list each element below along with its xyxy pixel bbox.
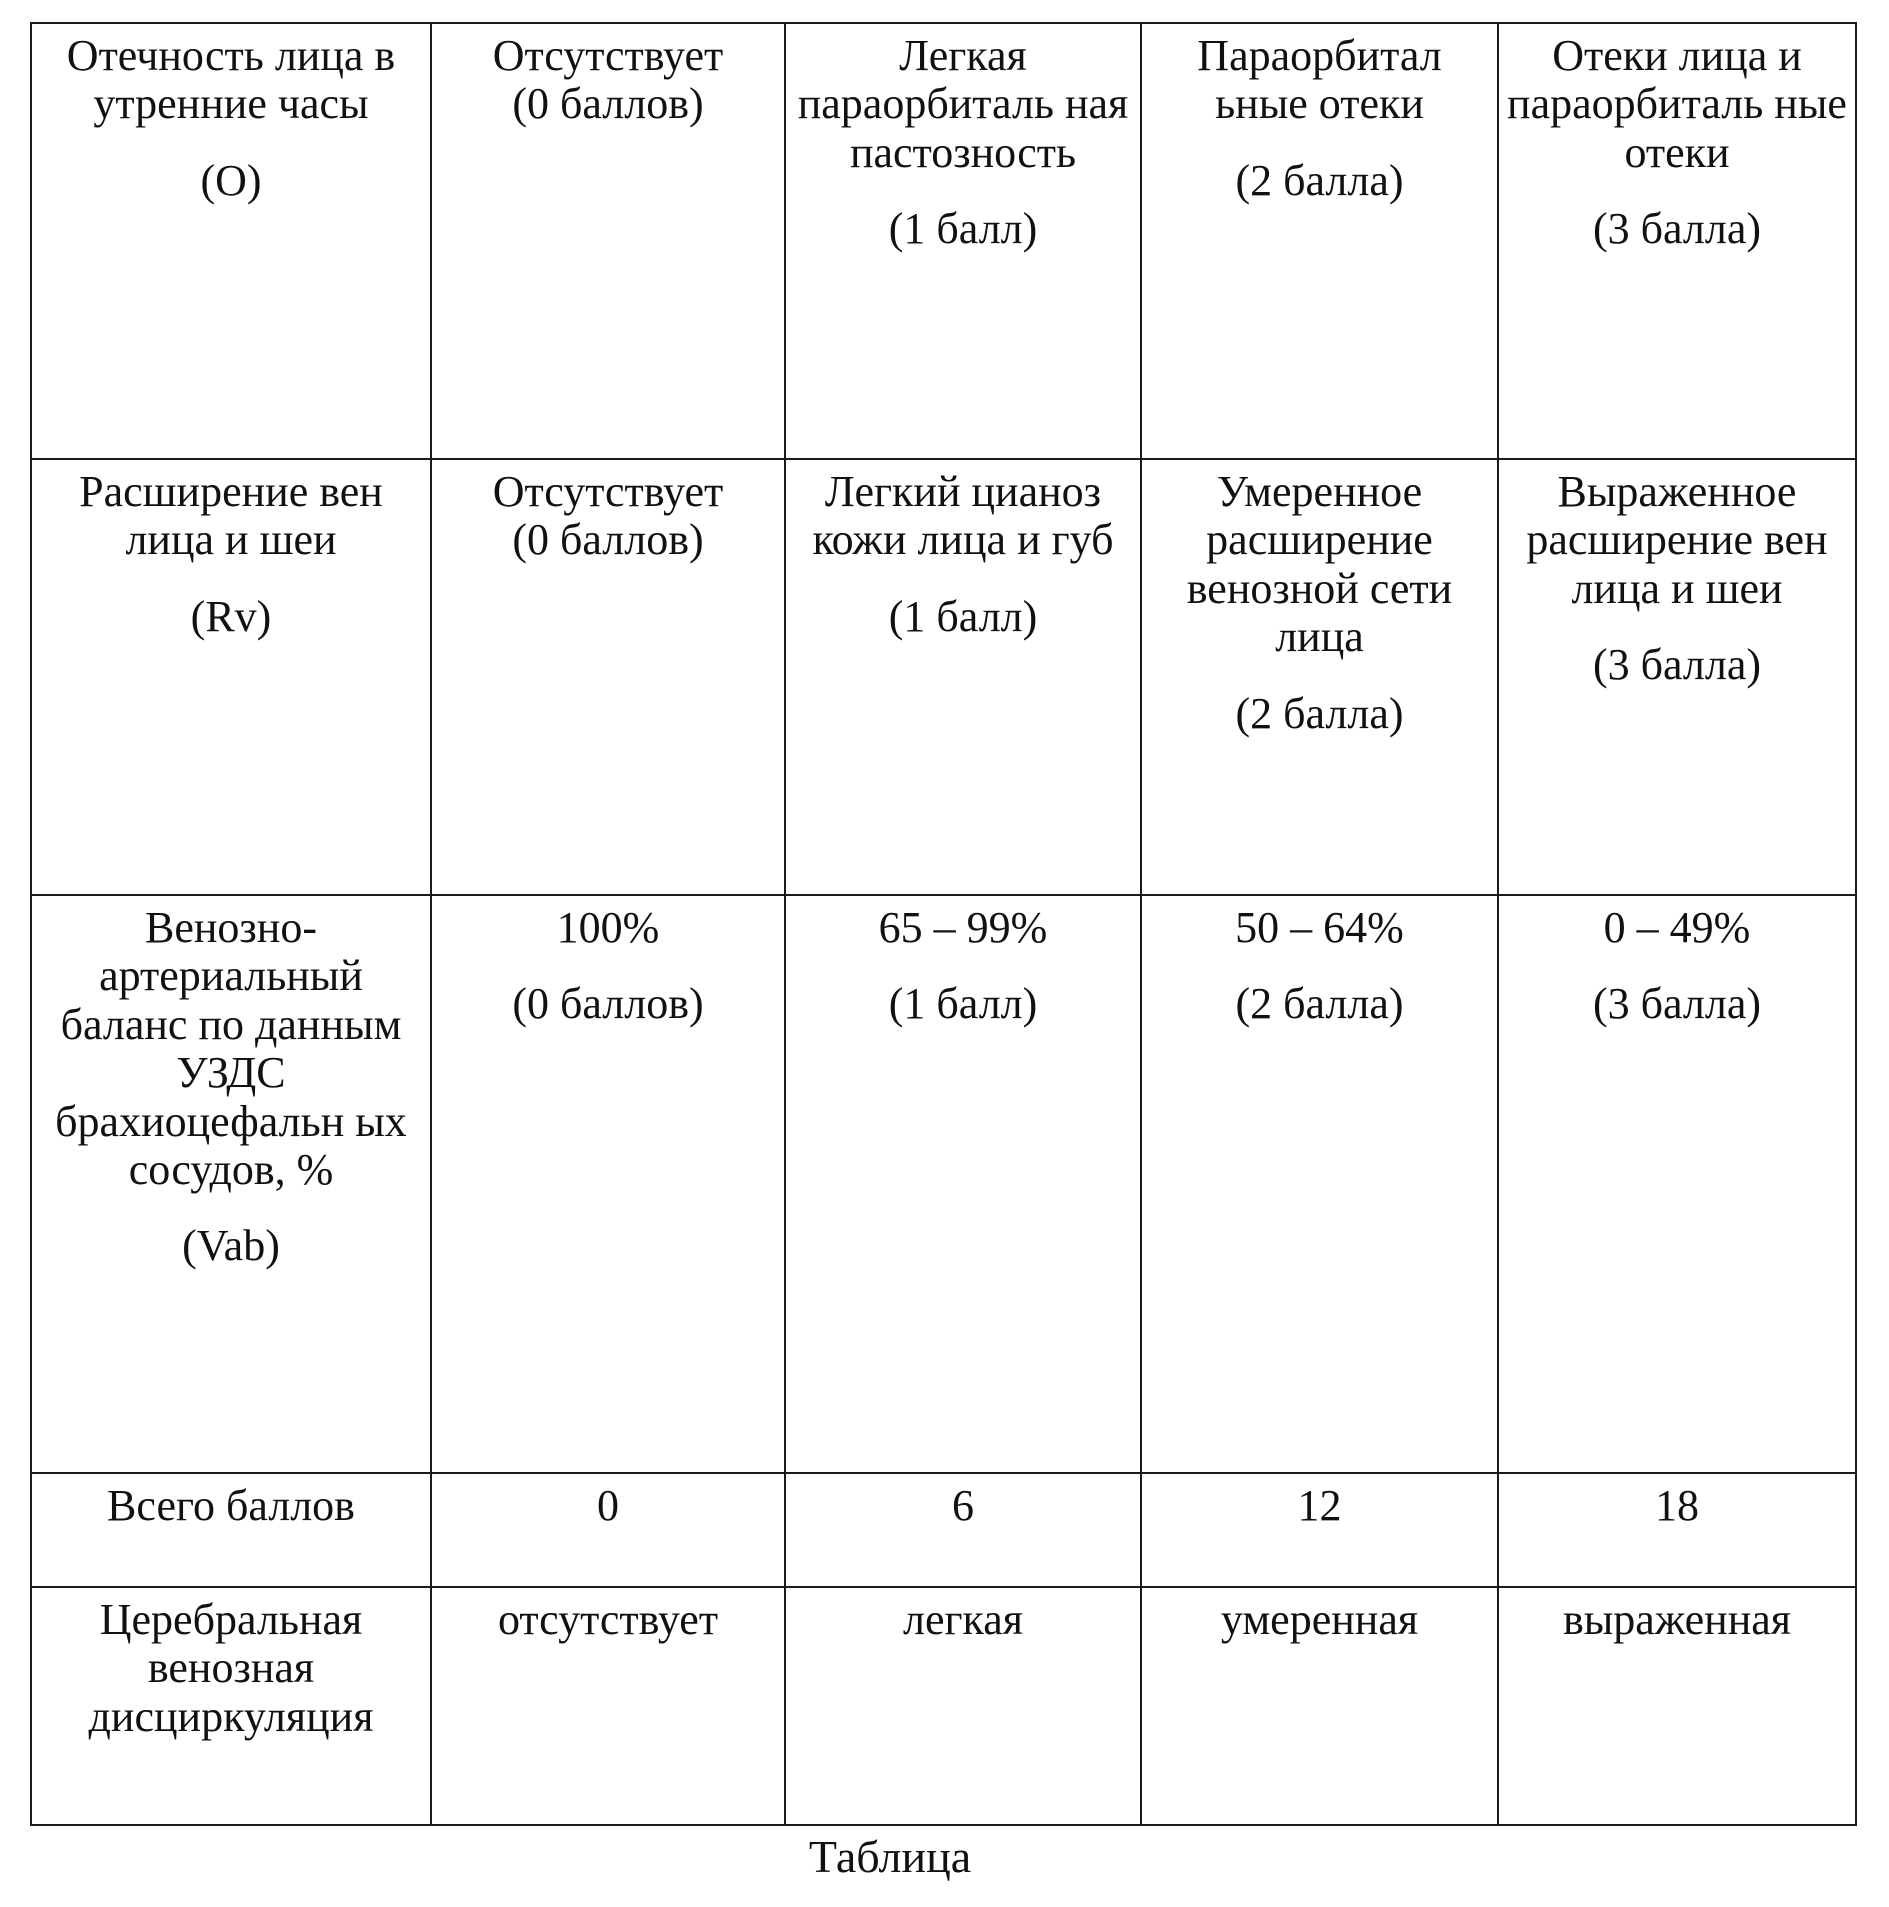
cell-text: 12	[1297, 1481, 1342, 1530]
cell-score: (3 балла)	[1592, 979, 1762, 1029]
cell-score: (3 балла)	[1592, 204, 1762, 254]
cell-text: Отсутствует	[492, 31, 724, 80]
cell-severity-2	[1141, 1587, 1498, 1825]
cell-text: 0 – 49%	[1603, 903, 1751, 952]
cell-text: отсутствует	[497, 1595, 719, 1644]
cell-text: Церебральная венозная дисциркуляция	[88, 1595, 374, 1741]
cell-criterion	[31, 895, 431, 1473]
cell-score: (2 балла)	[1235, 688, 1404, 738]
cell-score: (1 балл)	[888, 204, 1038, 254]
cell-score: (2 балла)	[1235, 979, 1404, 1029]
cell-text: Умеренное расширение венозной сети лица	[1186, 467, 1453, 662]
cell-score: (0 баллов)	[512, 79, 704, 129]
cell-total-1	[785, 1473, 1141, 1587]
row-balance	[31, 895, 1856, 1473]
cell-grade-3	[1498, 23, 1856, 459]
cell-score: (Vab)	[182, 1221, 280, 1271]
cell-grade-0	[431, 459, 785, 895]
cell-text: Расширение вен лица и шеи	[79, 467, 383, 565]
cell-text: 18	[1655, 1481, 1699, 1530]
cell-grade-1	[785, 459, 1141, 895]
cell-score: (3 балла)	[1592, 640, 1762, 690]
cell-text: выраженная	[1562, 1595, 1792, 1644]
cell-total-2	[1141, 1473, 1498, 1587]
cell-text: Параорбитал ьные отеки	[1197, 31, 1442, 129]
cell-text: Отеки лица и параорбиталь ные отеки	[1507, 31, 1847, 177]
row-total	[31, 1473, 1856, 1587]
cell-criterion	[31, 1587, 431, 1825]
cell-grade-0	[431, 895, 785, 1473]
cell-criterion	[31, 459, 431, 895]
cell-text: Выраженное расширение вен лица и шеи	[1526, 467, 1828, 613]
cell-severity-3	[1498, 1587, 1856, 1825]
cell-text: 0	[597, 1481, 619, 1530]
score-table	[30, 22, 1857, 1826]
cell-score: (Rv)	[190, 591, 272, 641]
cell-grade-2	[1141, 459, 1498, 895]
cell-severity-0	[431, 1587, 785, 1825]
row-edema	[31, 23, 1856, 459]
cell-text: 6	[952, 1481, 974, 1530]
row-dyscirculation	[31, 1587, 1856, 1825]
cell-score: (1 балл)	[888, 591, 1038, 641]
cell-grade-3	[1498, 459, 1856, 895]
cell-criterion	[31, 1473, 431, 1587]
cell-score: (1 балл)	[888, 979, 1038, 1029]
cell-grade-3	[1498, 895, 1856, 1473]
cell-text: 50 – 64%	[1235, 903, 1404, 952]
cell-text: легкая	[902, 1595, 1023, 1644]
cell-text: Легкий цианоз кожи лица и губ	[812, 467, 1114, 565]
cell-total-0	[431, 1473, 785, 1587]
cell-grade-2	[1141, 23, 1498, 459]
cell-text: 100%	[556, 903, 660, 952]
row-veins	[31, 459, 1856, 895]
cell-score: (2 балла)	[1235, 155, 1404, 205]
cell-grade-1	[785, 895, 1141, 1473]
cell-grade-0	[431, 23, 785, 459]
cell-grade-1	[785, 23, 1141, 459]
cell-criterion	[31, 23, 431, 459]
cell-score: (0 баллов)	[512, 979, 704, 1029]
cell-text: Отсутствует	[492, 467, 724, 516]
cell-total-3	[1498, 1473, 1856, 1587]
cell-score: (О)	[200, 155, 262, 205]
cell-text: Венозно- артериальный баланс по данным УЗДС брахиоцефальн ых сосудов, %	[55, 903, 407, 1194]
cell-text: умеренная	[1220, 1595, 1419, 1644]
table-caption: Таблица	[808, 1831, 972, 1882]
cell-text: Всего баллов	[107, 1481, 355, 1530]
cell-text: Отечность лица в утренние часы	[66, 31, 396, 129]
cell-grade-2	[1141, 895, 1498, 1473]
cell-text: 65 – 99%	[878, 903, 1048, 952]
cell-text: Легкая параорбиталь ная пастозность	[797, 31, 1129, 177]
cell-severity-1	[785, 1587, 1141, 1825]
cell-score: (0 баллов)	[512, 515, 704, 565]
